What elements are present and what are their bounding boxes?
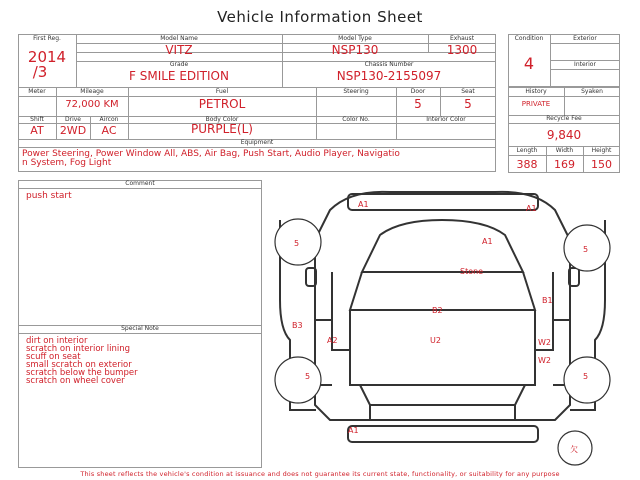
exterior-label: Exterior — [573, 35, 597, 42]
meter-label: Meter — [28, 88, 46, 95]
note-item: scratch on wheel cover — [26, 376, 125, 386]
comment-label: Comment — [125, 180, 155, 187]
mileage: 72,000 KM — [65, 99, 119, 110]
page-title: Vehicle Information Sheet — [217, 8, 423, 26]
model-type-label: Model Type — [338, 35, 372, 42]
door: 5 — [414, 97, 422, 111]
length: 388 — [516, 158, 538, 171]
note-item: scratch below the bumper — [26, 368, 138, 378]
shift-label: Shift — [30, 116, 44, 123]
height: 150 — [591, 158, 612, 171]
chassis-number: NSP130-2155097 — [336, 69, 442, 83]
recycle-label: Recycle Fee — [546, 115, 582, 122]
condition-label: Condition — [514, 35, 544, 42]
note-item: scuff on seat — [26, 352, 81, 362]
mark-center-rear: U2 — [430, 336, 441, 345]
special-note-list — [26, 337, 138, 385]
mark-center-roof: B2 — [432, 306, 443, 315]
mark-wheel-front-left: 5 — [294, 239, 300, 248]
car-damage-diagram — [270, 180, 615, 470]
width: 169 — [554, 158, 575, 171]
mark-wheel-rear-left: 5 — [305, 372, 311, 381]
comment-text: push start — [26, 191, 72, 201]
equipment-label: Equipment — [240, 139, 274, 146]
interior-label: Interior — [574, 61, 596, 68]
grade: F SMILE EDITION — [129, 69, 229, 83]
condition-grade: 4 — [523, 54, 535, 73]
interior-color-label: Interior Color — [426, 116, 466, 123]
special-note-label: Special Note — [121, 325, 159, 332]
mark-right-side-2: W2 — [538, 338, 551, 347]
model-type: NSP130 — [331, 43, 379, 57]
first-reg-month: /3 — [32, 63, 48, 81]
mark-missing: 欠 — [570, 445, 578, 454]
seat: 5 — [464, 97, 472, 111]
note-item: small scratch on exterior — [26, 360, 132, 370]
shift: AT — [30, 124, 44, 137]
mark-roof: Stone — [460, 267, 484, 276]
steering-label: Steering — [343, 88, 369, 95]
mark-front-bumper-right: A1 — [526, 204, 537, 213]
history: PRIVATE — [521, 100, 551, 108]
first-reg-label: First Reg. — [33, 35, 61, 42]
equipment-line-2: n System, Fog Light — [22, 158, 112, 168]
mark-right-side-3: W2 — [538, 356, 551, 365]
length-label: Length — [516, 147, 538, 154]
aircon: AC — [101, 124, 117, 137]
grade-label: Grade — [169, 61, 189, 68]
mark-wheel-front-right: 5 — [583, 245, 589, 254]
drive-label: Drive — [65, 116, 81, 123]
mark-front-bumper: A1 — [358, 200, 369, 209]
mark-windshield: A1 — [482, 237, 493, 246]
seat-label: Seat — [461, 88, 475, 95]
mark-right-side-1: B1 — [542, 296, 553, 305]
chassis-label: Chassis Number — [364, 61, 414, 68]
first-reg-year: 2014 — [27, 48, 67, 66]
model-name: VITZ — [165, 43, 193, 57]
model-name-label: Model Name — [160, 35, 198, 42]
mark-rear-bumper: A1 — [348, 426, 359, 435]
fuel: PETROL — [198, 97, 246, 111]
syaken-label: Syaken — [581, 88, 603, 95]
width-label: Width — [555, 147, 574, 154]
exhaust: 1300 — [446, 43, 478, 57]
equipment-line-1: Power Steering, Power Window All, ABS, Air Bag, Push Start, Audio Player, Navigatio — [22, 149, 400, 159]
comment-box — [18, 180, 262, 468]
aircon-label: Aircon — [99, 116, 119, 123]
fuel-label: Fuel — [215, 88, 229, 95]
mileage-label: Mileage — [80, 88, 104, 95]
history-label: History — [525, 88, 547, 95]
recycle-fee: 9,840 — [546, 128, 582, 142]
mark-wheel-rear-right: 5 — [583, 372, 589, 381]
disclaimer-footer: This sheet reflects the vehicle's condition at issuance and does not guarantee its current state, functionality, or suitability for any purpose — [80, 470, 560, 478]
note-item: scratch on interior lining — [26, 344, 131, 354]
color-no-label: Color No. — [342, 116, 370, 123]
note-item: dirt on interior — [26, 336, 88, 346]
mark-left-door: A2 — [327, 336, 338, 345]
mark-left-side: B3 — [292, 321, 303, 330]
wheel-rear-left — [275, 357, 321, 403]
height-label: Height — [591, 147, 612, 154]
door-label: Door — [410, 88, 426, 95]
drive: 2WD — [59, 124, 87, 137]
body-color-label: Body Color — [205, 116, 239, 123]
exhaust-label: Exhaust — [449, 35, 475, 42]
body-color: PURPLE(L) — [191, 122, 253, 136]
